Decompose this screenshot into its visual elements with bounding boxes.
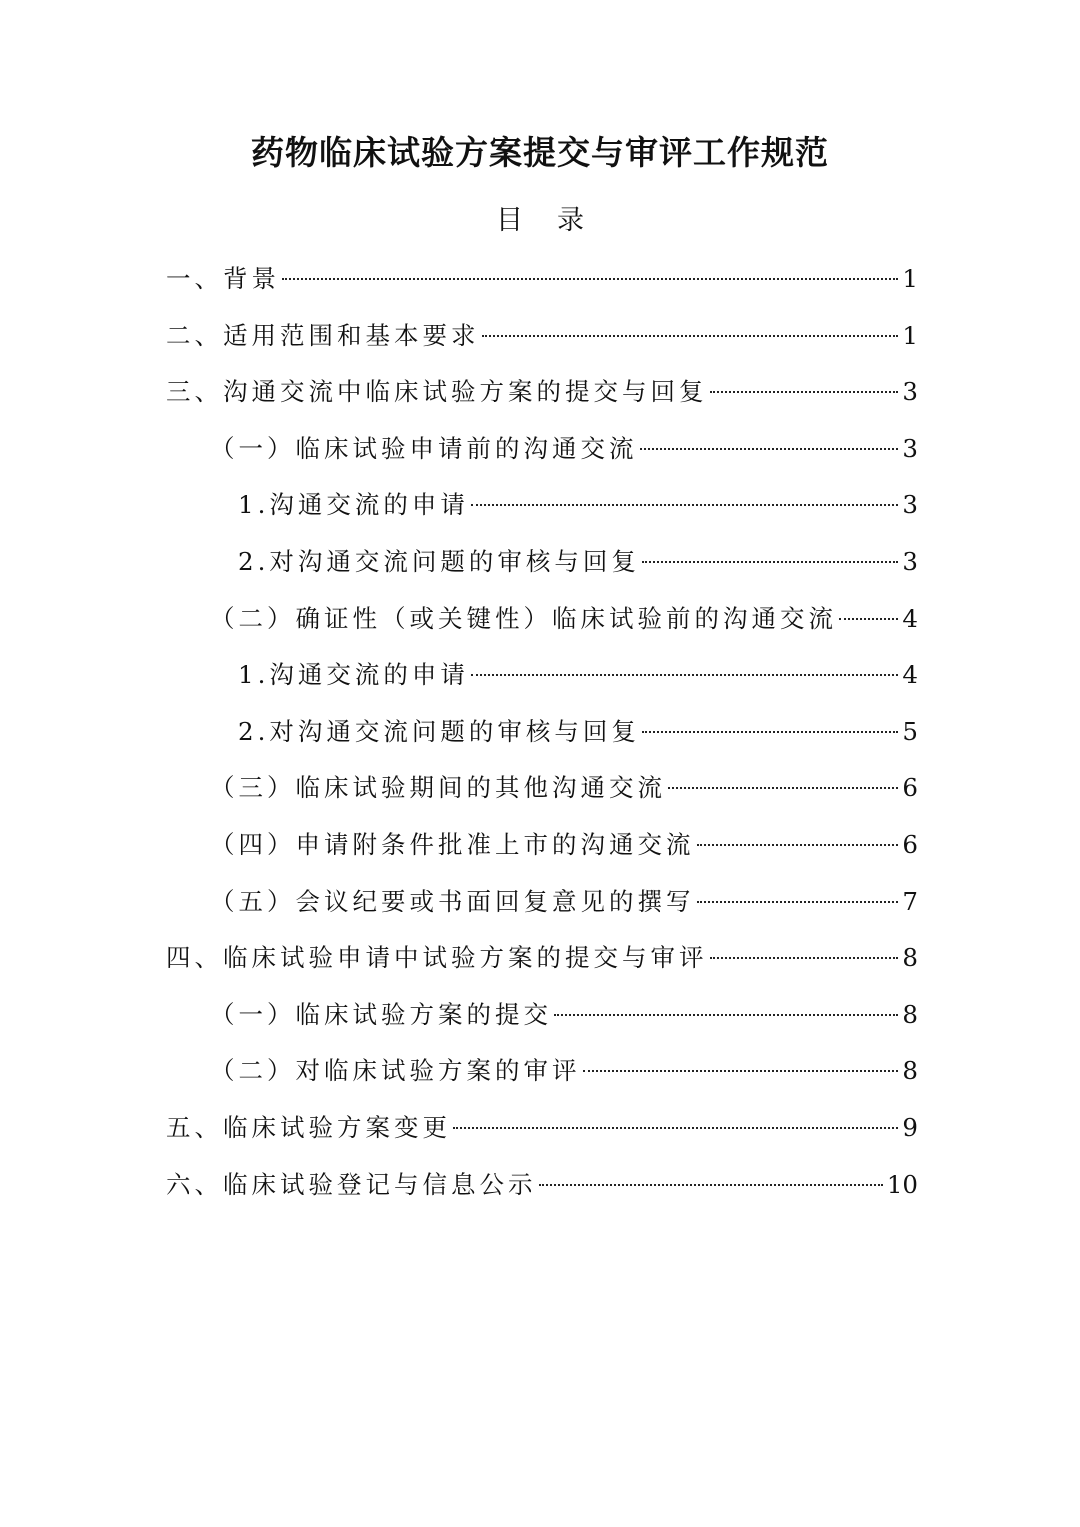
toc-dot-leader bbox=[640, 448, 899, 450]
toc-dot-leader bbox=[710, 957, 899, 959]
toc-dot-leader bbox=[539, 1184, 883, 1186]
toc-entry-text: （一）临床试验方案的提交 bbox=[210, 999, 552, 1029]
toc-page-number: 8 bbox=[902, 1056, 918, 1086]
toc-entry-conditional-approval[interactable] bbox=[166, 822, 918, 879]
table-of-contents bbox=[166, 256, 918, 1218]
toc-page-number: 3 bbox=[902, 377, 918, 407]
toc-page-number: 4 bbox=[902, 603, 918, 633]
toc-entry-text: 2.对沟通交流问题的审核与回复 bbox=[238, 546, 640, 576]
toc-dot-leader bbox=[697, 844, 899, 846]
toc-page-number: 8 bbox=[902, 999, 918, 1029]
toc-entry-protocol-amendment[interactable] bbox=[166, 1105, 918, 1162]
toc-dot-leader bbox=[839, 618, 898, 620]
toc-page-number: 3 bbox=[902, 490, 918, 520]
toc-entry-background[interactable] bbox=[166, 256, 918, 313]
toc-entry-scope[interactable] bbox=[166, 313, 918, 370]
toc-page-number: 8 bbox=[902, 943, 918, 973]
toc-entry-protocol-submission-review[interactable] bbox=[166, 935, 918, 992]
toc-page-number: 4 bbox=[902, 660, 918, 690]
toc-page-number: 7 bbox=[902, 886, 918, 916]
toc-dot-leader bbox=[471, 674, 899, 676]
toc-entry-registration-disclosure[interactable] bbox=[166, 1162, 918, 1219]
toc-page-number: 6 bbox=[902, 829, 918, 859]
toc-page-number: 1 bbox=[902, 320, 918, 350]
toc-entry-review-reply-2[interactable] bbox=[166, 709, 918, 766]
toc-dot-leader bbox=[583, 1070, 899, 1072]
toc-entry-pre-application[interactable] bbox=[166, 426, 918, 483]
toc-heading: 目录 bbox=[496, 205, 618, 236]
toc-page-number: 1 bbox=[902, 264, 918, 293]
toc-entry-review-reply-1[interactable] bbox=[166, 539, 918, 596]
toc-entry-text: 1.沟通交流的申请 bbox=[238, 660, 469, 690]
toc-page-number: 5 bbox=[902, 716, 918, 746]
toc-entry-application-2[interactable] bbox=[166, 652, 918, 709]
toc-entry-pre-pivotal[interactable] bbox=[166, 596, 918, 653]
toc-dot-leader bbox=[554, 1014, 898, 1016]
toc-entry-protocol-submission[interactable] bbox=[166, 992, 918, 1049]
toc-dot-leader bbox=[282, 278, 898, 280]
document-title: 药物临床试验方案提交与审评工作规范 bbox=[251, 133, 829, 172]
toc-entry-text: 四、临床试验申请中试验方案的提交与审评 bbox=[166, 943, 708, 973]
toc-entry-other-communication[interactable] bbox=[166, 765, 918, 822]
toc-dot-leader bbox=[668, 787, 898, 789]
toc-page-number: 3 bbox=[902, 546, 918, 576]
toc-entry-text: 2.对沟通交流问题的审核与回复 bbox=[238, 716, 640, 746]
toc-dot-leader bbox=[471, 504, 899, 506]
toc-entry-text: （二）对临床试验方案的审评 bbox=[210, 1056, 581, 1086]
toc-entry-text: 六、临床试验登记与信息公示 bbox=[166, 1169, 537, 1199]
toc-dot-leader bbox=[710, 391, 899, 393]
toc-entry-application-1[interactable] bbox=[166, 482, 918, 539]
toc-dot-leader bbox=[453, 1127, 898, 1129]
toc-entry-text: （三）临床试验期间的其他沟通交流 bbox=[210, 773, 666, 803]
toc-entry-text: （二）确证性（或关键性）临床试验前的沟通交流 bbox=[210, 603, 837, 633]
toc-page-number: 10 bbox=[886, 1169, 918, 1199]
toc-entry-text: 1.沟通交流的申请 bbox=[238, 490, 469, 520]
toc-dot-leader bbox=[697, 901, 899, 903]
toc-entry-text: 五、临床试验方案变更 bbox=[166, 1112, 451, 1142]
toc-entry-text: 一、背景 bbox=[166, 264, 280, 293]
toc-entry-text: （四）申请附条件批准上市的沟通交流 bbox=[210, 829, 695, 859]
toc-entry-protocol-review[interactable] bbox=[166, 1048, 918, 1105]
toc-entry-meeting-minutes[interactable] bbox=[166, 879, 918, 936]
toc-dot-leader bbox=[642, 561, 899, 563]
toc-dot-leader bbox=[482, 335, 899, 337]
toc-entry-text: 三、沟通交流中临床试验方案的提交与回复 bbox=[166, 377, 708, 407]
toc-entry-text: 二、适用范围和基本要求 bbox=[166, 320, 480, 350]
toc-dot-leader bbox=[642, 731, 899, 733]
toc-entry-text: （五）会议纪要或书面回复意见的撰写 bbox=[210, 886, 695, 916]
toc-entry-communication[interactable] bbox=[166, 369, 918, 426]
toc-page-number: 3 bbox=[902, 433, 918, 463]
toc-entry-text: （一）临床试验申请前的沟通交流 bbox=[210, 433, 638, 463]
toc-page-number: 9 bbox=[902, 1112, 918, 1142]
toc-page-number: 6 bbox=[902, 773, 918, 803]
